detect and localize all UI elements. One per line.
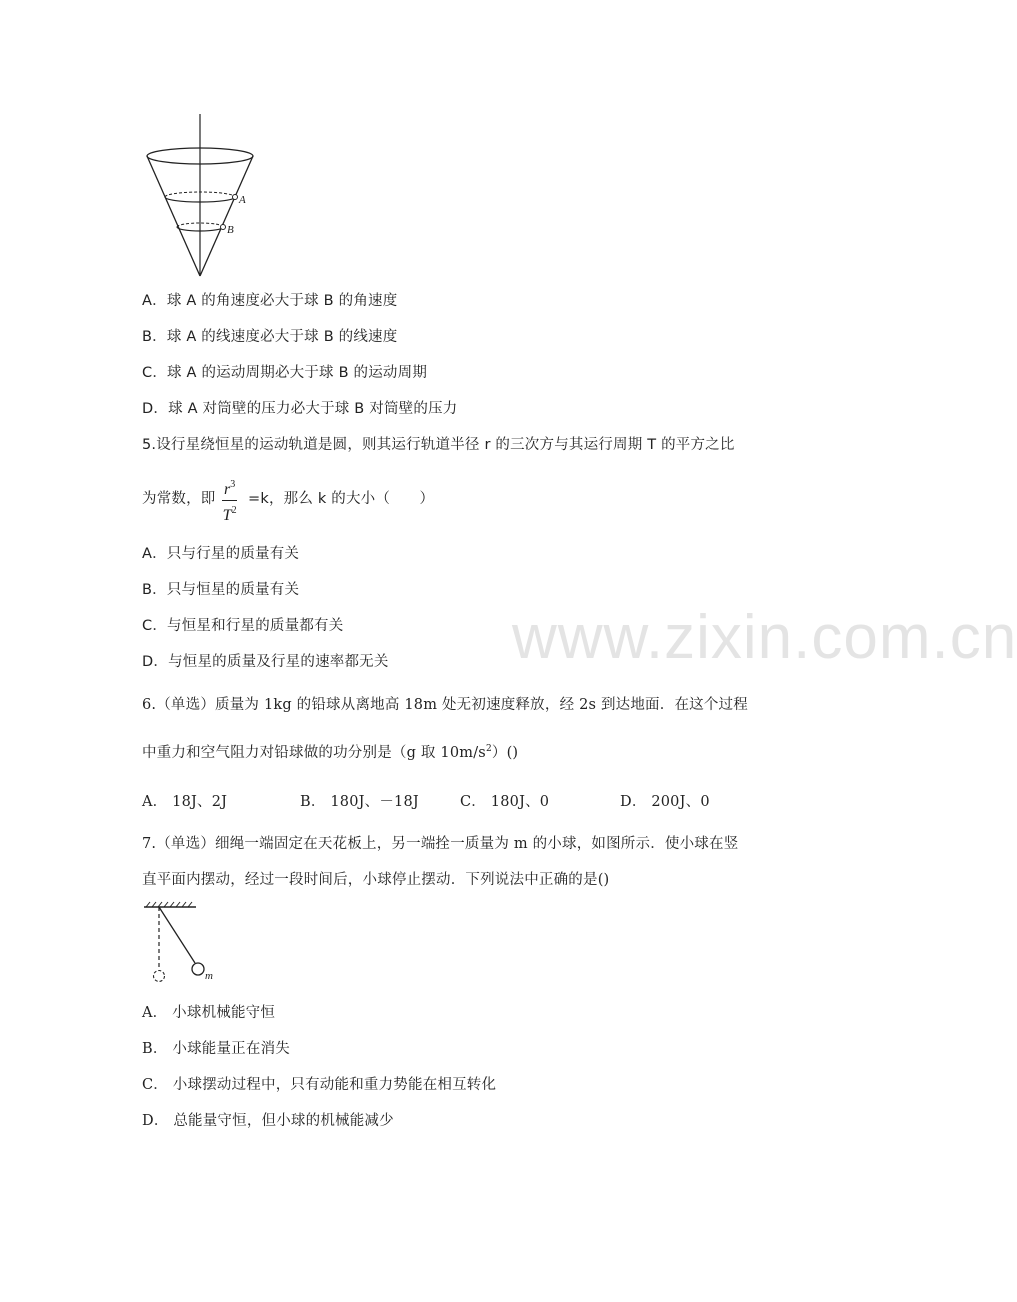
- pendulum-figure: [140, 904, 230, 984]
- q7-option-c: C． 小球摆动过程中，只有动能和重力势能在相互转化: [142, 1077, 497, 1093]
- q5-stem-prefix: 为常数，即: [142, 491, 216, 507]
- q6-stem-line1: 6.（单选）质量为 1kg 的铅球从离地高 18m 处无初速度释放，经 2s 到达地面．在这个过程: [142, 697, 748, 713]
- q6-option-a: A． 18J、2J: [142, 794, 228, 810]
- q4-option-c: C．球 A 的运动周期必大于球 B 的运动周期: [142, 365, 428, 381]
- formula-t-exp: 2: [231, 505, 237, 516]
- q5-formula: [222, 475, 237, 526]
- label-m: m: [205, 970, 213, 982]
- q7-stem-line1: 7.（单选）细绳一端固定在天花板上，另一端拴一质量为 m 的小球，如图所示．使小球在竖: [142, 836, 739, 852]
- q7-option-d: D． 总能量守恒，但小球的机械能减少: [142, 1113, 394, 1129]
- q6-option-c: C． 180J、0: [460, 794, 550, 810]
- q4-option-d: D．球 A 对筒壁的压力必大于球 B 对筒壁的压力: [142, 401, 458, 417]
- formula-r-exp: 3: [230, 479, 236, 490]
- label-b: B: [227, 224, 234, 236]
- q5-option-c: C．与恒星和行星的质量都有关: [142, 618, 344, 634]
- watermark: www.zixin.com.cn: [512, 603, 1017, 672]
- q4-option-a: A．球 A 的角速度必大于球 B 的角速度: [142, 293, 398, 309]
- q5-option-a: A．只与行星的质量有关: [142, 546, 300, 562]
- pendulum-ball: [192, 963, 204, 975]
- q5-stem-suffix: =k，那么 k 的大小（ ）: [248, 491, 435, 507]
- cone-figure: [140, 110, 260, 280]
- q5-option-b: B．只与恒星的质量有关: [142, 582, 300, 598]
- q6-option-d: D． 200J、0: [620, 794, 710, 810]
- ball-a: [233, 195, 238, 200]
- formula-r: r: [224, 481, 231, 498]
- q7-stem-line2: 直平面内摆动，经过一段时间后，小球停止摆动．下列说法中正确的是(): [142, 872, 610, 888]
- label-a: A: [239, 194, 246, 206]
- q6-stem-line2-main: 中重力和空气阻力对铅球做的功分别是（g 取 10m/s: [142, 745, 486, 761]
- pendulum-rest-position: [154, 971, 165, 982]
- q5-option-d: D．与恒星的质量及行星的速率都无关: [142, 654, 389, 670]
- q4-option-b: B．球 A 的线速度必大于球 B 的线速度: [142, 329, 398, 345]
- ball-b: [221, 225, 226, 230]
- q5-stem-line1: 5.设行星绕恒星的运动轨道是圆，则其运行轨道半径 r 的三次方与其运行周期 T 的平方之比: [142, 437, 735, 453]
- formula-t: T: [222, 507, 232, 524]
- q7-option-a: A． 小球机械能守恒: [142, 1005, 276, 1021]
- q6-stem-line2-sup: 2: [485, 744, 492, 755]
- q6-option-b: B． 180J、－18J: [300, 794, 419, 810]
- q6-stem-line2: [142, 741, 518, 762]
- q7-option-b: B． 小球能量正在消失: [142, 1041, 290, 1057]
- q6-stem-line2-end: ）(): [491, 745, 519, 761]
